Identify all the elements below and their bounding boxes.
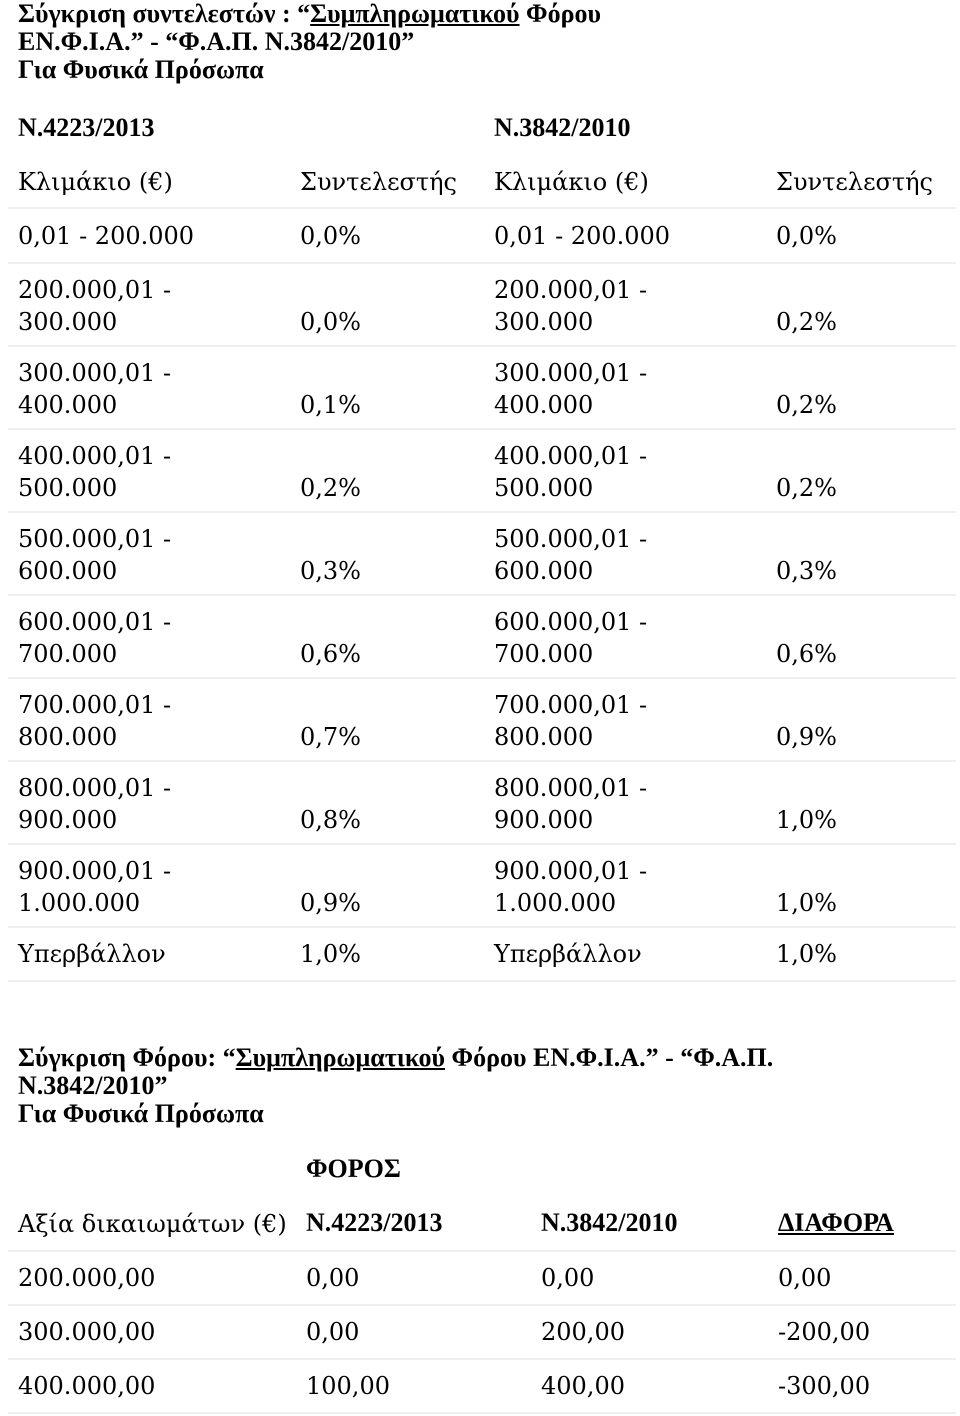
cell-line: 400.000 bbox=[494, 391, 594, 419]
rate-row-9-bracket-right bbox=[494, 938, 642, 970]
tax-label: ΦΟΡΟΣ bbox=[306, 1154, 401, 1183]
rate-row-7-rate-left bbox=[300, 804, 361, 836]
cell-line: 0,9% bbox=[776, 723, 837, 751]
rate-row-9-rate-right bbox=[776, 938, 837, 970]
cell-line: 1,0% bbox=[776, 806, 837, 834]
cell-line: 500.000 bbox=[494, 474, 594, 502]
rate-row-4-rate-left bbox=[300, 555, 361, 587]
col-header-bracket-right: Κλιμάκιο (€) bbox=[494, 168, 649, 196]
section2-title-line1: Σύγκριση Φόρου: “Συμπληρωματικού Φόρου ΕΝ.Φ.Ι.Α.” - “Φ.Α.Π. bbox=[18, 1043, 774, 1072]
cell-line: 500.000,01 - bbox=[18, 525, 172, 553]
cell-line: 400.000 bbox=[18, 391, 118, 419]
section1-title bbox=[18, 0, 601, 84]
rate-row-3-bracket-right bbox=[494, 440, 647, 504]
col-header-law-new: Ν.3842/2010 bbox=[541, 1208, 678, 1237]
cell-line: 0,3% bbox=[300, 557, 361, 585]
row-divider bbox=[8, 262, 956, 264]
rate-row-0-rate-right bbox=[776, 220, 837, 252]
rate-row-3-bracket-left bbox=[18, 440, 171, 504]
col-header-bracket-left: Κλιμάκιο (€) bbox=[18, 168, 173, 196]
cell-line: 300.000 bbox=[494, 308, 594, 336]
cell-line: 1,0% bbox=[300, 940, 361, 968]
section2-title bbox=[18, 1044, 773, 1128]
cell-line: 700.000 bbox=[18, 640, 118, 668]
rate-row-6-bracket-left bbox=[18, 689, 171, 753]
cell-line: 1,0% bbox=[776, 889, 837, 917]
cell-line: 800.000,01 - bbox=[18, 774, 172, 802]
rate-row-4-bracket-right bbox=[494, 523, 647, 587]
rate-row-5-rate-right bbox=[776, 638, 837, 670]
rate-row-8-bracket-right bbox=[494, 855, 647, 919]
section1-title-line3: Για Φυσικά Πρόσωπα bbox=[18, 55, 264, 84]
cell-line: 700.000,01 - bbox=[494, 691, 648, 719]
cell-line: 0,7% bbox=[300, 723, 361, 751]
tax-row-0-col-3: 0,00 bbox=[778, 1264, 832, 1292]
tax-row-1-col-2: 200,00 bbox=[541, 1318, 625, 1346]
rate-row-1-rate-left bbox=[300, 306, 361, 338]
section1-title-line1: Σύγκριση συντελεστών : “Συμπληρωματικού Φόρου bbox=[18, 0, 601, 28]
rate-row-6-rate-right bbox=[776, 721, 837, 753]
cell-line: 600.000,01 - bbox=[494, 608, 648, 636]
rate-row-2-bracket-left bbox=[18, 357, 171, 421]
rate-row-8-bracket-left bbox=[18, 855, 171, 919]
rate-row-4-rate-right bbox=[776, 555, 837, 587]
cell-line: 700.000,01 - bbox=[18, 691, 172, 719]
cell-line: 0,2% bbox=[300, 474, 361, 502]
col-header-value: Αξία δικαιωμάτων (€) bbox=[18, 1210, 287, 1238]
row-divider bbox=[8, 1250, 956, 1252]
law-label-right: Ν.3842/2010 bbox=[494, 113, 631, 142]
cell-line: 0,6% bbox=[776, 640, 837, 668]
cell-line: 0,01 - 200.000 bbox=[18, 222, 195, 250]
cell-line: 0,0% bbox=[300, 308, 361, 336]
cell-line: 1,0% bbox=[776, 940, 837, 968]
cell-line: 0,3% bbox=[776, 557, 837, 585]
cell-line: 600.000 bbox=[18, 557, 118, 585]
cell-line: 800.000 bbox=[494, 723, 594, 751]
cell-line: 900.000,01 - bbox=[494, 857, 648, 885]
cell-line: 400.000,01 - bbox=[494, 442, 648, 470]
cell-line: 0,1% bbox=[300, 391, 361, 419]
rate-row-0-bracket-right bbox=[494, 220, 670, 252]
cell-line: 500.000,01 - bbox=[494, 525, 648, 553]
rate-row-5-rate-left bbox=[300, 638, 361, 670]
tax-row-0-col-2: 0,00 bbox=[541, 1264, 595, 1292]
rate-row-1-rate-right bbox=[776, 306, 837, 338]
law-label-left: Ν.4223/2013 bbox=[18, 113, 155, 142]
col-header-rate-left: Συντελεστής bbox=[300, 168, 457, 196]
rate-row-8-rate-left bbox=[300, 887, 361, 919]
rate-row-2-rate-right bbox=[776, 389, 837, 421]
col-header-law-old: Ν.4223/2013 bbox=[306, 1208, 443, 1237]
rate-row-2-rate-left bbox=[300, 389, 361, 421]
section1-title-line2: ΕΝ.Φ.Ι.Α.” - “Φ.Α.Π. Ν.3842/2010” bbox=[18, 27, 415, 56]
cell-line: 600.000 bbox=[494, 557, 594, 585]
row-divider bbox=[8, 843, 956, 845]
rate-row-9-bracket-left bbox=[18, 938, 166, 970]
rate-row-6-bracket-right bbox=[494, 689, 647, 753]
rate-row-6-rate-left bbox=[300, 721, 361, 753]
row-divider bbox=[8, 594, 956, 596]
row-divider bbox=[8, 345, 956, 347]
section2-title-line2: Ν.3842/2010” bbox=[18, 1071, 168, 1100]
tax-row-2-col-2: 400,00 bbox=[541, 1372, 625, 1400]
underlined-term: Συμπληρωματικού bbox=[310, 0, 520, 28]
rate-row-1-bracket-right bbox=[494, 274, 647, 338]
cell-line: 0,6% bbox=[300, 640, 361, 668]
cell-line: 800.000 bbox=[18, 723, 118, 751]
rate-row-0-bracket-left bbox=[18, 220, 194, 252]
cell-line: Υπερβάλλον bbox=[18, 940, 166, 968]
rate-row-3-rate-right bbox=[776, 472, 837, 504]
row-divider bbox=[8, 511, 956, 513]
cell-line: 900.000 bbox=[494, 806, 594, 834]
cell-line: 1.000.000 bbox=[494, 889, 617, 917]
cell-line: 0,01 - 200.000 bbox=[494, 222, 671, 250]
row-divider bbox=[8, 1358, 956, 1360]
tax-row-0-col-1: 0,00 bbox=[306, 1264, 360, 1292]
row-divider bbox=[8, 677, 956, 679]
row-divider bbox=[8, 980, 956, 982]
cell-line: 900.000 bbox=[18, 806, 118, 834]
rate-row-1-bracket-left bbox=[18, 274, 171, 338]
col-header-difference: ΔΙΑΦΟΡΑ bbox=[778, 1208, 894, 1237]
tax-row-2-col-1: 100,00 bbox=[306, 1372, 390, 1400]
rate-row-0-rate-left bbox=[300, 220, 361, 252]
tax-row-1-col-0: 300.000,00 bbox=[18, 1318, 156, 1346]
rate-row-2-bracket-right bbox=[494, 357, 647, 421]
cell-line: 300.000,01 - bbox=[18, 359, 172, 387]
row-divider bbox=[8, 1304, 956, 1306]
row-divider bbox=[8, 1412, 956, 1414]
cell-line: 200.000,01 - bbox=[494, 276, 648, 304]
cell-line: 0,9% bbox=[300, 889, 361, 917]
tax-row-0-col-0: 200.000,00 bbox=[18, 1264, 156, 1292]
tax-row-1-col-3: -200,00 bbox=[778, 1318, 871, 1346]
row-divider bbox=[8, 207, 956, 209]
cell-line: 0,0% bbox=[776, 222, 837, 250]
rate-row-9-rate-left bbox=[300, 938, 361, 970]
cell-line: 300.000 bbox=[18, 308, 118, 336]
rate-row-8-rate-right bbox=[776, 887, 837, 919]
rate-row-7-rate-right bbox=[776, 804, 837, 836]
row-divider bbox=[8, 926, 956, 928]
tax-row-1-col-1: 0,00 bbox=[306, 1318, 360, 1346]
cell-line: 200.000,01 - bbox=[18, 276, 172, 304]
rate-row-7-bracket-left bbox=[18, 772, 171, 836]
cell-line: 400.000,01 - bbox=[18, 442, 172, 470]
rate-row-5-bracket-right bbox=[494, 606, 647, 670]
cell-line: Υπερβάλλον bbox=[494, 940, 642, 968]
cell-line: 1.000.000 bbox=[18, 889, 141, 917]
tax-row-2-col-0: 400.000,00 bbox=[18, 1372, 156, 1400]
row-divider bbox=[8, 760, 956, 762]
rate-row-7-bracket-right bbox=[494, 772, 647, 836]
cell-line: 0,2% bbox=[776, 474, 837, 502]
cell-line: 300.000,01 - bbox=[494, 359, 648, 387]
rate-row-5-bracket-left bbox=[18, 606, 171, 670]
tax-row-2-col-3: -300,00 bbox=[778, 1372, 871, 1400]
rate-row-3-rate-left bbox=[300, 472, 361, 504]
cell-line: 0,2% bbox=[776, 308, 837, 336]
rate-row-4-bracket-left bbox=[18, 523, 171, 587]
cell-line: 800.000,01 - bbox=[494, 774, 648, 802]
cell-line: 700.000 bbox=[494, 640, 594, 668]
cell-line: 0,8% bbox=[300, 806, 361, 834]
section2-title-line3: Για Φυσικά Πρόσωπα bbox=[18, 1099, 264, 1128]
cell-line: 0,0% bbox=[300, 222, 361, 250]
row-divider bbox=[8, 428, 956, 430]
cell-line: 500.000 bbox=[18, 474, 118, 502]
cell-line: 600.000,01 - bbox=[18, 608, 172, 636]
underlined-term: Συμπληρωματικού bbox=[235, 1043, 446, 1072]
col-header-rate-right: Συντελεστής bbox=[776, 168, 933, 196]
cell-line: 900.000,01 - bbox=[18, 857, 172, 885]
cell-line: 0,2% bbox=[776, 391, 837, 419]
